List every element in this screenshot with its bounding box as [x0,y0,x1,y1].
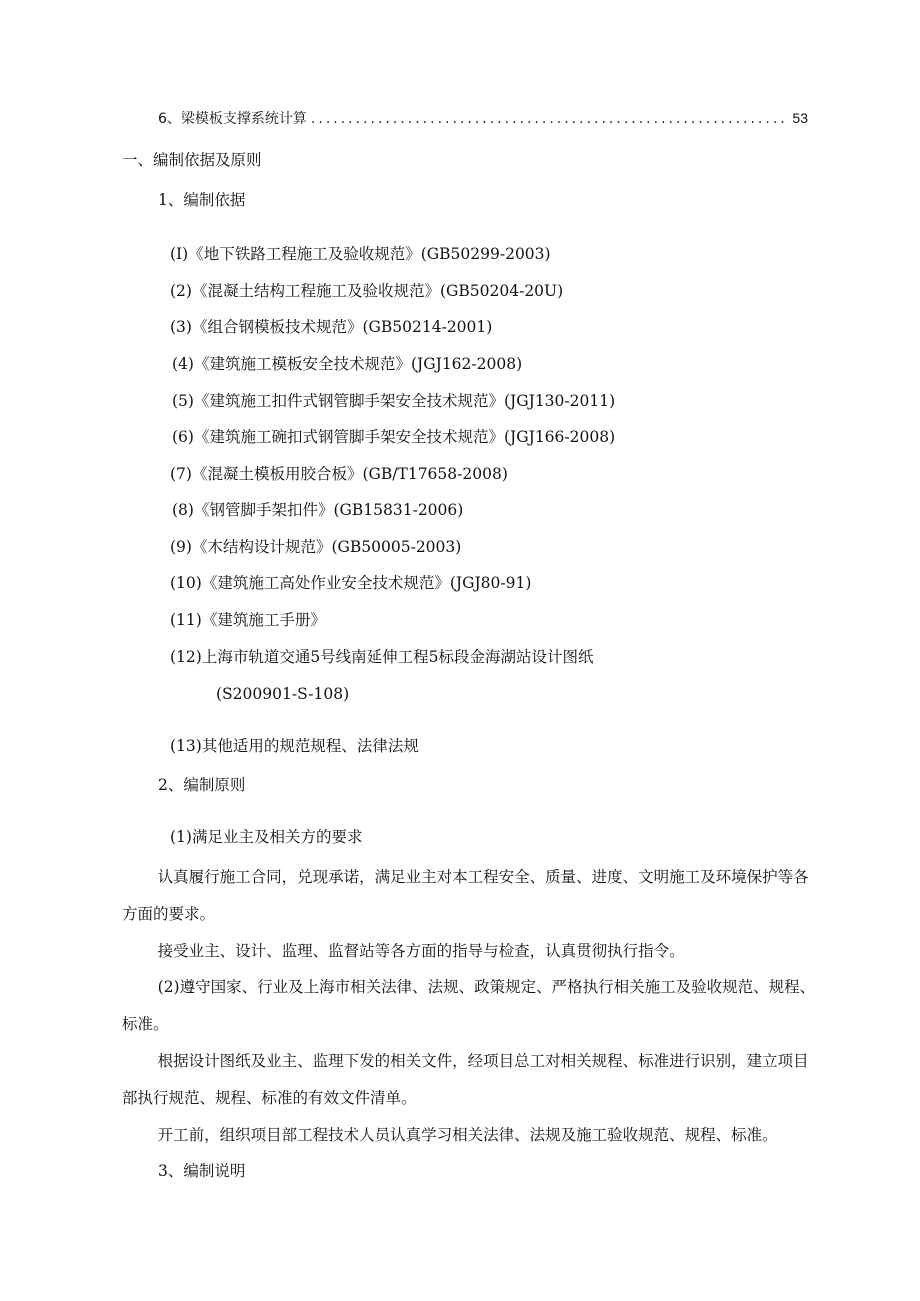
paragraph: 接受业主、设计、监理、监督站等各方面的指导与检查，认真贯彻执行指令。 [157,942,685,960]
subsection-heading-basis: 1、编制依据 [158,191,246,209]
basis-item: (12)上海市轨道交通5号线南延伸工程5标段金海湖站设计图纸 [170,648,594,666]
basis-item: (11)《建筑施工手册》 [170,611,326,629]
basis-item: (6)《建筑施工碗扣式钢管脚手架安全技术规范》(JGJ166-2008) [172,428,616,446]
basis-item: (4)《建筑施工模板安全技术规范》(JGJ162-2008) [172,355,523,373]
toc-entry-title: 6、梁模板支撑系统计算 [158,111,307,127]
basis-item: (9)《木结构设计规范》(GB50005-2003) [170,538,462,556]
basis-item-continuation: (S200901-S-108) [216,685,350,703]
section-heading: 一、编制依据及原则 [122,151,262,169]
principle-title: (1)满足业主及相关方的要求 [170,828,363,846]
toc-entry[interactable] [158,107,808,129]
toc-leader-dots [311,108,789,130]
basis-item: (2)《混凝土结构工程施工及验收规范》(GB50204-20U) [170,282,564,300]
subsection-heading-principles: 2、编制原则 [158,776,246,794]
toc-page-number: 53 [792,110,808,126]
basis-item: (3)《组合钢模板技术规范》(GB50214-2001) [170,318,493,336]
paragraph: 认真履行施工合同，兑现承诺，满足业主对本工程安全、质量、进度、文明施工及环境保护等各方面的要求。 [122,868,809,923]
basis-item: (8)《钢管脚手架扣件》(GB15831-2006) [172,501,464,519]
basis-item: (13)其他适用的规范规程、法律法规 [170,737,419,755]
basis-item: (I)《地下铁路工程施工及验收规范》(GB50299-2003) [170,245,551,263]
paragraph: 根据设计图纸及业主、监理下发的相关文件，经项目总工对相关规程、标准进行识别，建立项目部执行规范、规程、标准的有效文件清单。 [122,1052,809,1107]
basis-item: (10)《建筑施工高处作业安全技术规范》(JGJ80-91) [170,574,532,592]
subsection-heading-notes: 3、编制说明 [158,1162,246,1180]
paragraph: (2)遵守国家、行业及上海市相关法律、法规、政策规定、严格执行相关施工及验收规范、规程、标准。 [122,978,816,1033]
basis-item: (5)《建筑施工扣件式钢管脚手架安全技术规范》(JGJ130-2011) [172,392,616,410]
paragraph: 开工前，组织项目部工程技术人员认真学习相关法律、法规及施工验收规范、规程、标准。 [157,1126,778,1144]
basis-item: (7)《混凝土模板用胶合板》(GB/T17658-2008) [170,465,508,483]
